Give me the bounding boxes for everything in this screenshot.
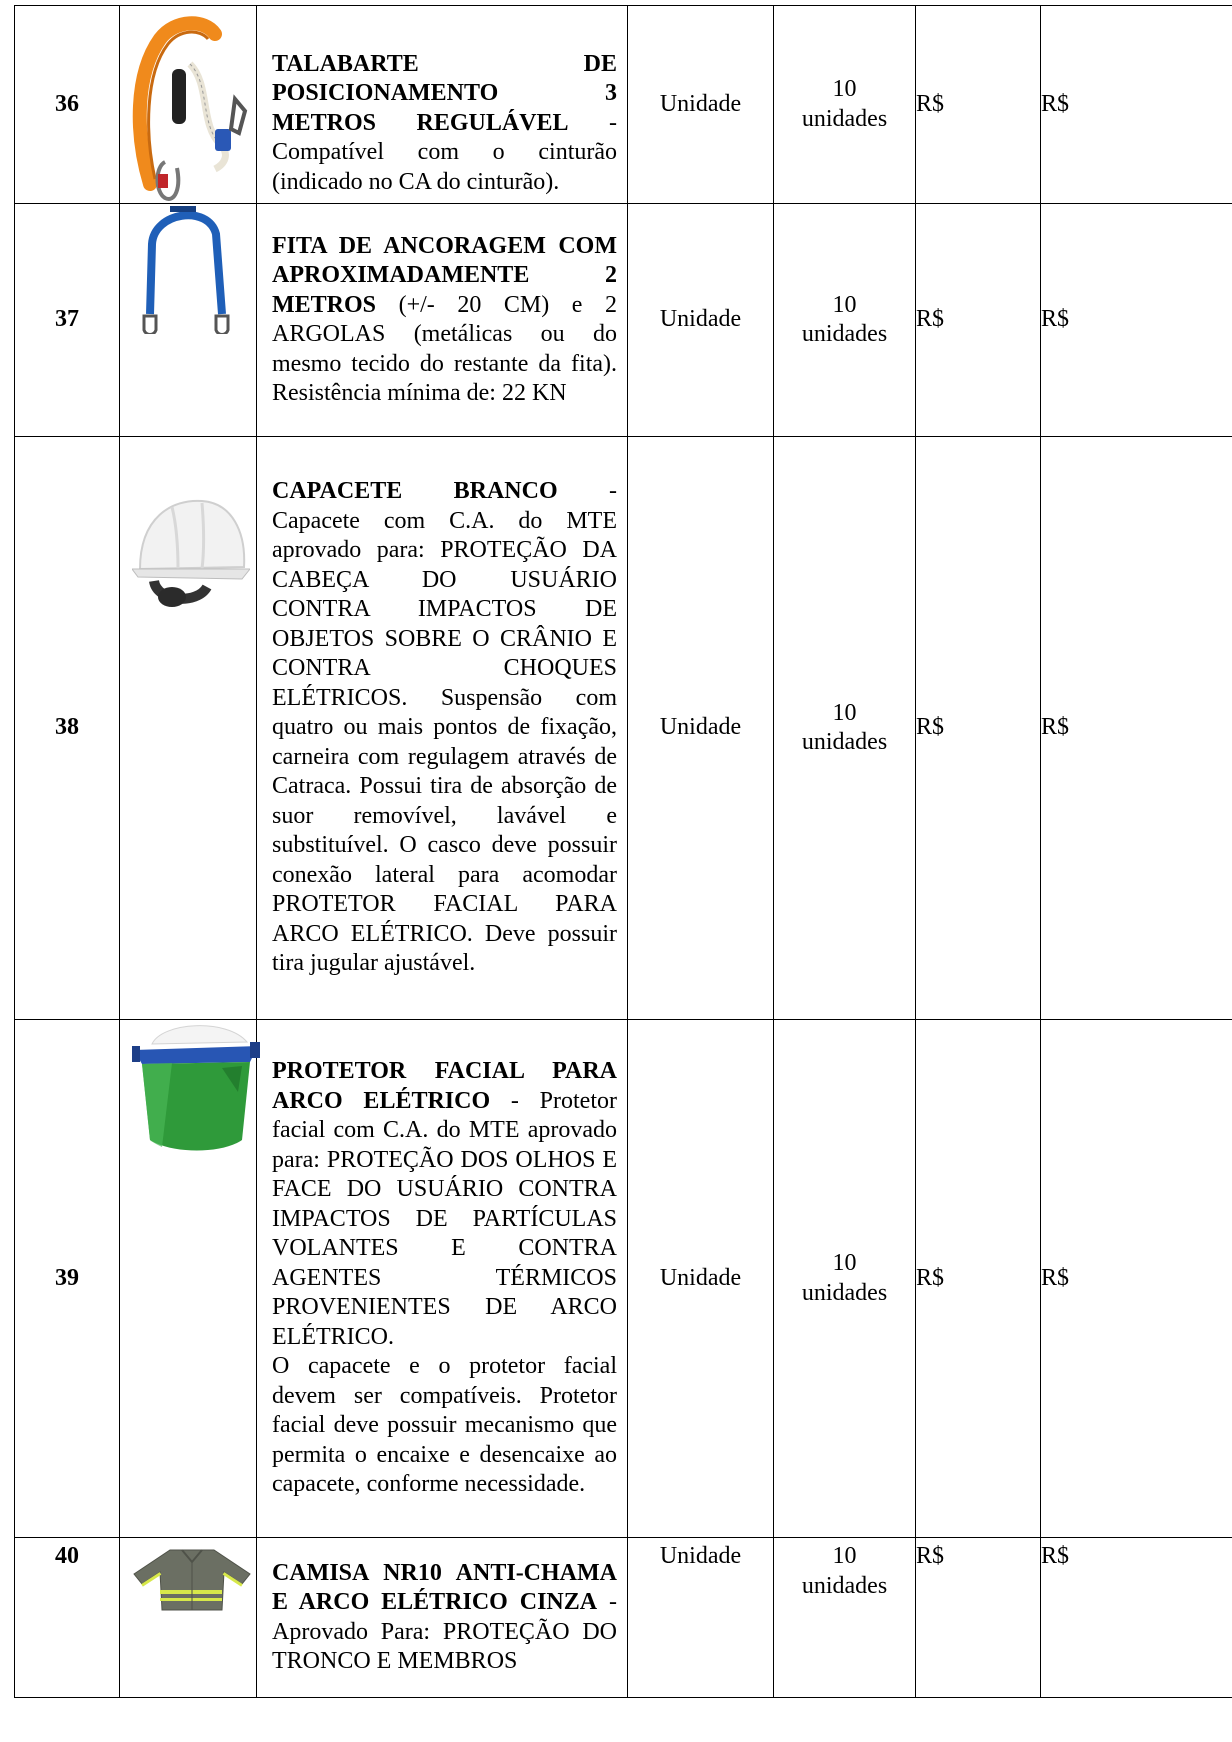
quantity-number: 10 bbox=[832, 1250, 857, 1276]
gray-shirt-image bbox=[132, 1540, 252, 1612]
unit-price: R$ bbox=[916, 1538, 1041, 1698]
item-body-note: O capacete e o protetor facial devem ser compatíveis. Protetor facial deve possuir mecanismo que permita o encaixe e desencaixe ao capacete, conforme necessidade. bbox=[272, 1353, 617, 1498]
item-description bbox=[257, 6, 628, 204]
total-price: R$ bbox=[1041, 1538, 1232, 1698]
unit-price: R$ bbox=[916, 6, 1041, 204]
total-price: R$ bbox=[1041, 204, 1232, 437]
item-unit: Unidade bbox=[628, 204, 774, 437]
item-number: 40 bbox=[15, 1538, 120, 1698]
items-table bbox=[14, 5, 1232, 1698]
item-title: CAPACETE BRANCO bbox=[272, 478, 558, 505]
item-image-cell bbox=[120, 437, 257, 1020]
table-row-38 bbox=[15, 437, 1232, 1020]
item-unit: Unidade bbox=[628, 1538, 774, 1698]
total-price: R$ bbox=[1041, 1020, 1232, 1538]
item-body: - Aprovado Para: PROTEÇÃO DO TRONCO E MEMBROS bbox=[272, 1589, 617, 1674]
quantity-number: 10 bbox=[832, 291, 857, 318]
item-quantity bbox=[774, 204, 916, 437]
item-body: - Protetor facial com C.A. do MTE aprovado para: PROTEÇÃO DOS OLHOS E FACE DO USUÁRIO CONTRA IMPACTOS DE PARTÍCULAS VOLANTES E CONTRA AGENTES TÉRMICOS PROVENIENTES DE ARCO ELÉTRICO. bbox=[272, 1087, 617, 1350]
item-unit: Unidade bbox=[628, 6, 774, 204]
item-image-cell bbox=[120, 1538, 257, 1698]
item-unit: Unidade bbox=[628, 437, 774, 1020]
item-image-cell bbox=[120, 1020, 257, 1538]
item-title: CAMISA NR10 ANTI-CHAMA E ARCO ELÉTRICO CINZA bbox=[272, 1559, 617, 1615]
quantity-label: unidades bbox=[801, 1572, 888, 1599]
item-title: FITA DE ANCORAGEM COM APROXIMADAMENTE 2 METROS bbox=[272, 232, 617, 318]
quantity-number: 10 bbox=[832, 76, 857, 102]
table-row-37 bbox=[15, 204, 1232, 437]
unit-price: R$ bbox=[916, 204, 1041, 437]
item-quantity bbox=[774, 437, 916, 1020]
positioning-lanyard-image bbox=[130, 14, 250, 202]
quantity-label: unidades bbox=[801, 729, 888, 755]
table-row-36 bbox=[15, 6, 1232, 204]
total-price: R$ bbox=[1041, 6, 1232, 204]
item-image-cell bbox=[120, 6, 257, 204]
quantity-label: unidades bbox=[801, 321, 888, 347]
face-shield-image bbox=[132, 1022, 260, 1154]
item-number: 39 bbox=[15, 1020, 120, 1538]
item-unit: Unidade bbox=[628, 1020, 774, 1538]
white-helmet-image bbox=[132, 497, 250, 617]
total-price: R$ bbox=[1041, 437, 1232, 1020]
quantity-number: 10 bbox=[832, 1543, 857, 1569]
item-number: 38 bbox=[15, 437, 120, 1020]
quantity-label: unidades bbox=[801, 105, 888, 132]
item-body: - Capacete com C.A. do MTE aprovado para: PROTEÇÃO DA CABEÇA DO USUÁRIO CONTRA IMPACTOS DE OBJETOS SOBRE O CRÂNIO E CONTRA CHOQUES ELÉTRICOS. Suspensão com quatro ou mais pontos de fixação, carneira com regulagem através de Catraca. Possui tira de absorção de suor removível, lavável e substituível. O casco deve possuir conexão lateral para acomodar PROTETOR FACIAL PARA ARCO ELÉTRICO. Deve possuir tira jugular ajustável. bbox=[272, 478, 617, 977]
item-number: 36 bbox=[15, 6, 120, 204]
item-quantity bbox=[774, 1538, 916, 1698]
quantity-number: 10 bbox=[832, 699, 857, 726]
item-quantity bbox=[774, 1020, 916, 1538]
item-title: PROTETOR FACIAL PARA ARCO ELÉTRICO bbox=[272, 1058, 617, 1114]
item-body: - Compatível com o cinturão (indicado no CA do cinturão). bbox=[272, 109, 617, 195]
item-number: 37 bbox=[15, 204, 120, 437]
anchor-strap-image bbox=[138, 204, 238, 334]
unit-price: R$ bbox=[916, 437, 1041, 1020]
item-quantity bbox=[774, 6, 916, 204]
item-body: (+/- 20 CM) e 2 ARGOLAS (metálicas ou do mesmo tecido do restante da fita). Resistência mínima de: 22 KN bbox=[272, 291, 617, 406]
quantity-label: unidades bbox=[801, 1279, 888, 1306]
item-description bbox=[257, 1538, 628, 1698]
item-description bbox=[257, 437, 628, 1020]
table-row-40 bbox=[15, 1538, 1232, 1698]
item-description bbox=[257, 204, 628, 437]
item-title: TALABARTE DE POSICIONAMENTO 3 METROS REGULÁVEL bbox=[272, 50, 617, 136]
table-row-39 bbox=[15, 1020, 1232, 1538]
unit-price: R$ bbox=[916, 1020, 1041, 1538]
item-image-cell bbox=[120, 204, 257, 437]
item-description bbox=[257, 1020, 628, 1538]
